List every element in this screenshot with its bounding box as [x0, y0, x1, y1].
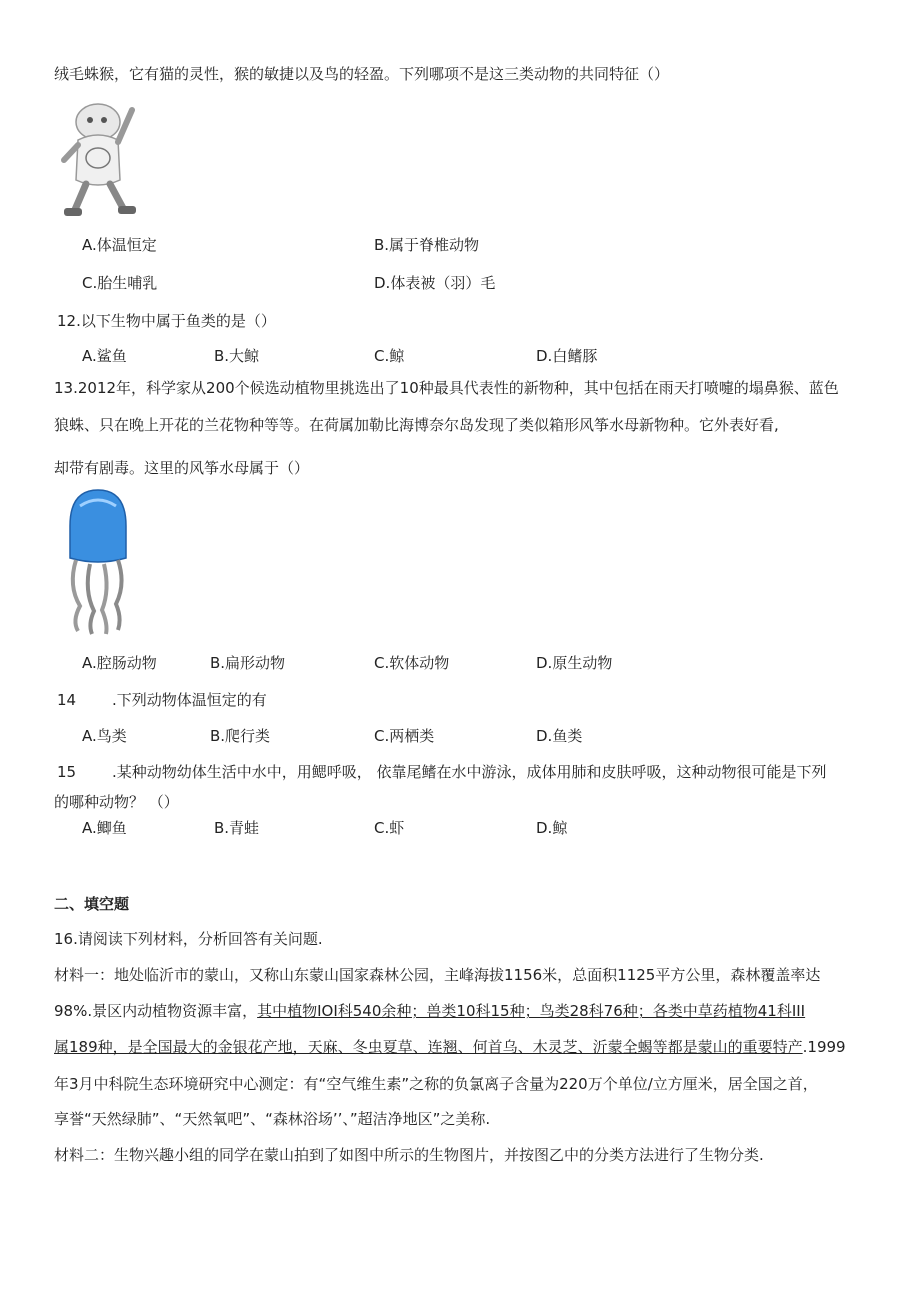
q16-m1-line3-underlined: 属189种，是全国最大的金银花产地，天麻、冬虫夏草、连翘、何首乌、木灵芝、沂蒙全蝎等都是蒙山的重要特产 [54, 1038, 803, 1056]
mascot-image [60, 100, 140, 220]
q15-stem: .某种动物幼体生活中水中，用鳃呼吸， 依靠尾鳍在水中游泳，成体用肺和皮肤呼吸，这种动物很可能是下列 [112, 763, 827, 781]
q15-number: 15 [57, 763, 77, 781]
q14-option-b: B.爬行类 [210, 727, 271, 745]
q13-option-d: D.原生动物 [536, 654, 613, 672]
section-2-title: 二、填空题 [54, 895, 130, 913]
q16-material-2: 材料二：生物兴趣小组的同学在蒙山拍到了如图中所示的生物图片，并按图乙中的分类方法进行了生物分类. [54, 1146, 764, 1164]
q16-material-1-line-3 [54, 1036, 846, 1058]
q13-line-1: 13.2012年，科学家从200个候选动植物里挑选出了10种最具代表性的新物种，其中包括在雨天打喷嚏的塌鼻猴、蓝色 [54, 379, 839, 397]
q12-option-c: C.鲸 [374, 347, 405, 365]
q11-option-d: D.体表被（羽）毛 [374, 274, 496, 292]
q12-stem: 12.以下生物中属于鱼类的是（） [57, 312, 276, 330]
q13-option-a: A.腔肠动物 [82, 654, 157, 672]
q11-stem: 绒毛蛛猴，它有猫的灵性，猴的敏捷以及鸟的轻盈。下列哪项不是这三类动物的共同特征（） [54, 65, 670, 83]
q15-option-b: B.青蛙 [214, 819, 260, 837]
q12-option-a: A.鲨鱼 [82, 347, 127, 365]
q15-option-d: D.鲸 [536, 819, 568, 837]
q13-line-3: 却带有剧毒。这里的风筝水母属于（） [54, 459, 310, 477]
q16-m1-line2-underlined: 其中植物IOI科540余种；兽类10科15种；鸟类28科76种；各类中草药植物41科III [257, 1002, 806, 1020]
jellyfish-image [62, 486, 132, 636]
q16-m1-line3-text: .1999 [802, 1038, 846, 1056]
q16-material-1-line-4: 年3月中科院生态环境研究中心测定：有“空气维生素”之称的负氯离子含量为220万个单位/立方厘米，居全国之首， [54, 1075, 818, 1093]
q15-line-2: 的哪种动物？ （） [54, 793, 179, 811]
q15-option-a: A.鲫鱼 [82, 819, 127, 837]
q16-m1-line2-text: 98%.景区内动植物资源丰富， [54, 1002, 258, 1020]
q16-material-1-line-5: 享誉“天然绿肺”、“天然氧吧”、“森林浴场’’、”超洁净地区”之美称. [54, 1110, 491, 1128]
q14-option-d: D.鱼类 [536, 727, 583, 745]
q13-line-2: 狼蛛、只在晚上开花的兰花物种等等。在荷属加勒比海博奈尔岛发现了类似箱形风筝水母新物种。它外表好看, [54, 416, 779, 434]
q15-option-c: C.虾 [374, 819, 405, 837]
q11-option-a: A.体温恒定 [82, 236, 157, 254]
q14-option-c: C.两栖类 [374, 727, 435, 745]
q12-option-b: B.大鲸 [214, 347, 260, 365]
q12-option-d: D.白鳍豚 [536, 347, 598, 365]
q13-option-b: B.扁形动物 [210, 654, 286, 672]
q11-option-b: B.属于脊椎动物 [374, 236, 480, 254]
q16-material-1-line-2 [54, 1000, 805, 1022]
q14-option-a: A.鸟类 [82, 727, 127, 745]
q14-number: 14 [57, 691, 77, 709]
q13-option-c: C.软体动物 [374, 654, 450, 672]
q11-option-c: C.胎生哺乳 [82, 274, 158, 292]
q16-material-1-line-1: 材料一：地处临沂市的蒙山，又称山东蒙山国家森林公园，主峰海拔1156米，总面积1125平方公里，森林覆盖率达 [54, 966, 821, 984]
q14-stem: .下列动物体温恒定的有 [112, 691, 267, 709]
q16-stem: 16.请阅读下列材料，分析回答有关问题. [54, 930, 323, 948]
